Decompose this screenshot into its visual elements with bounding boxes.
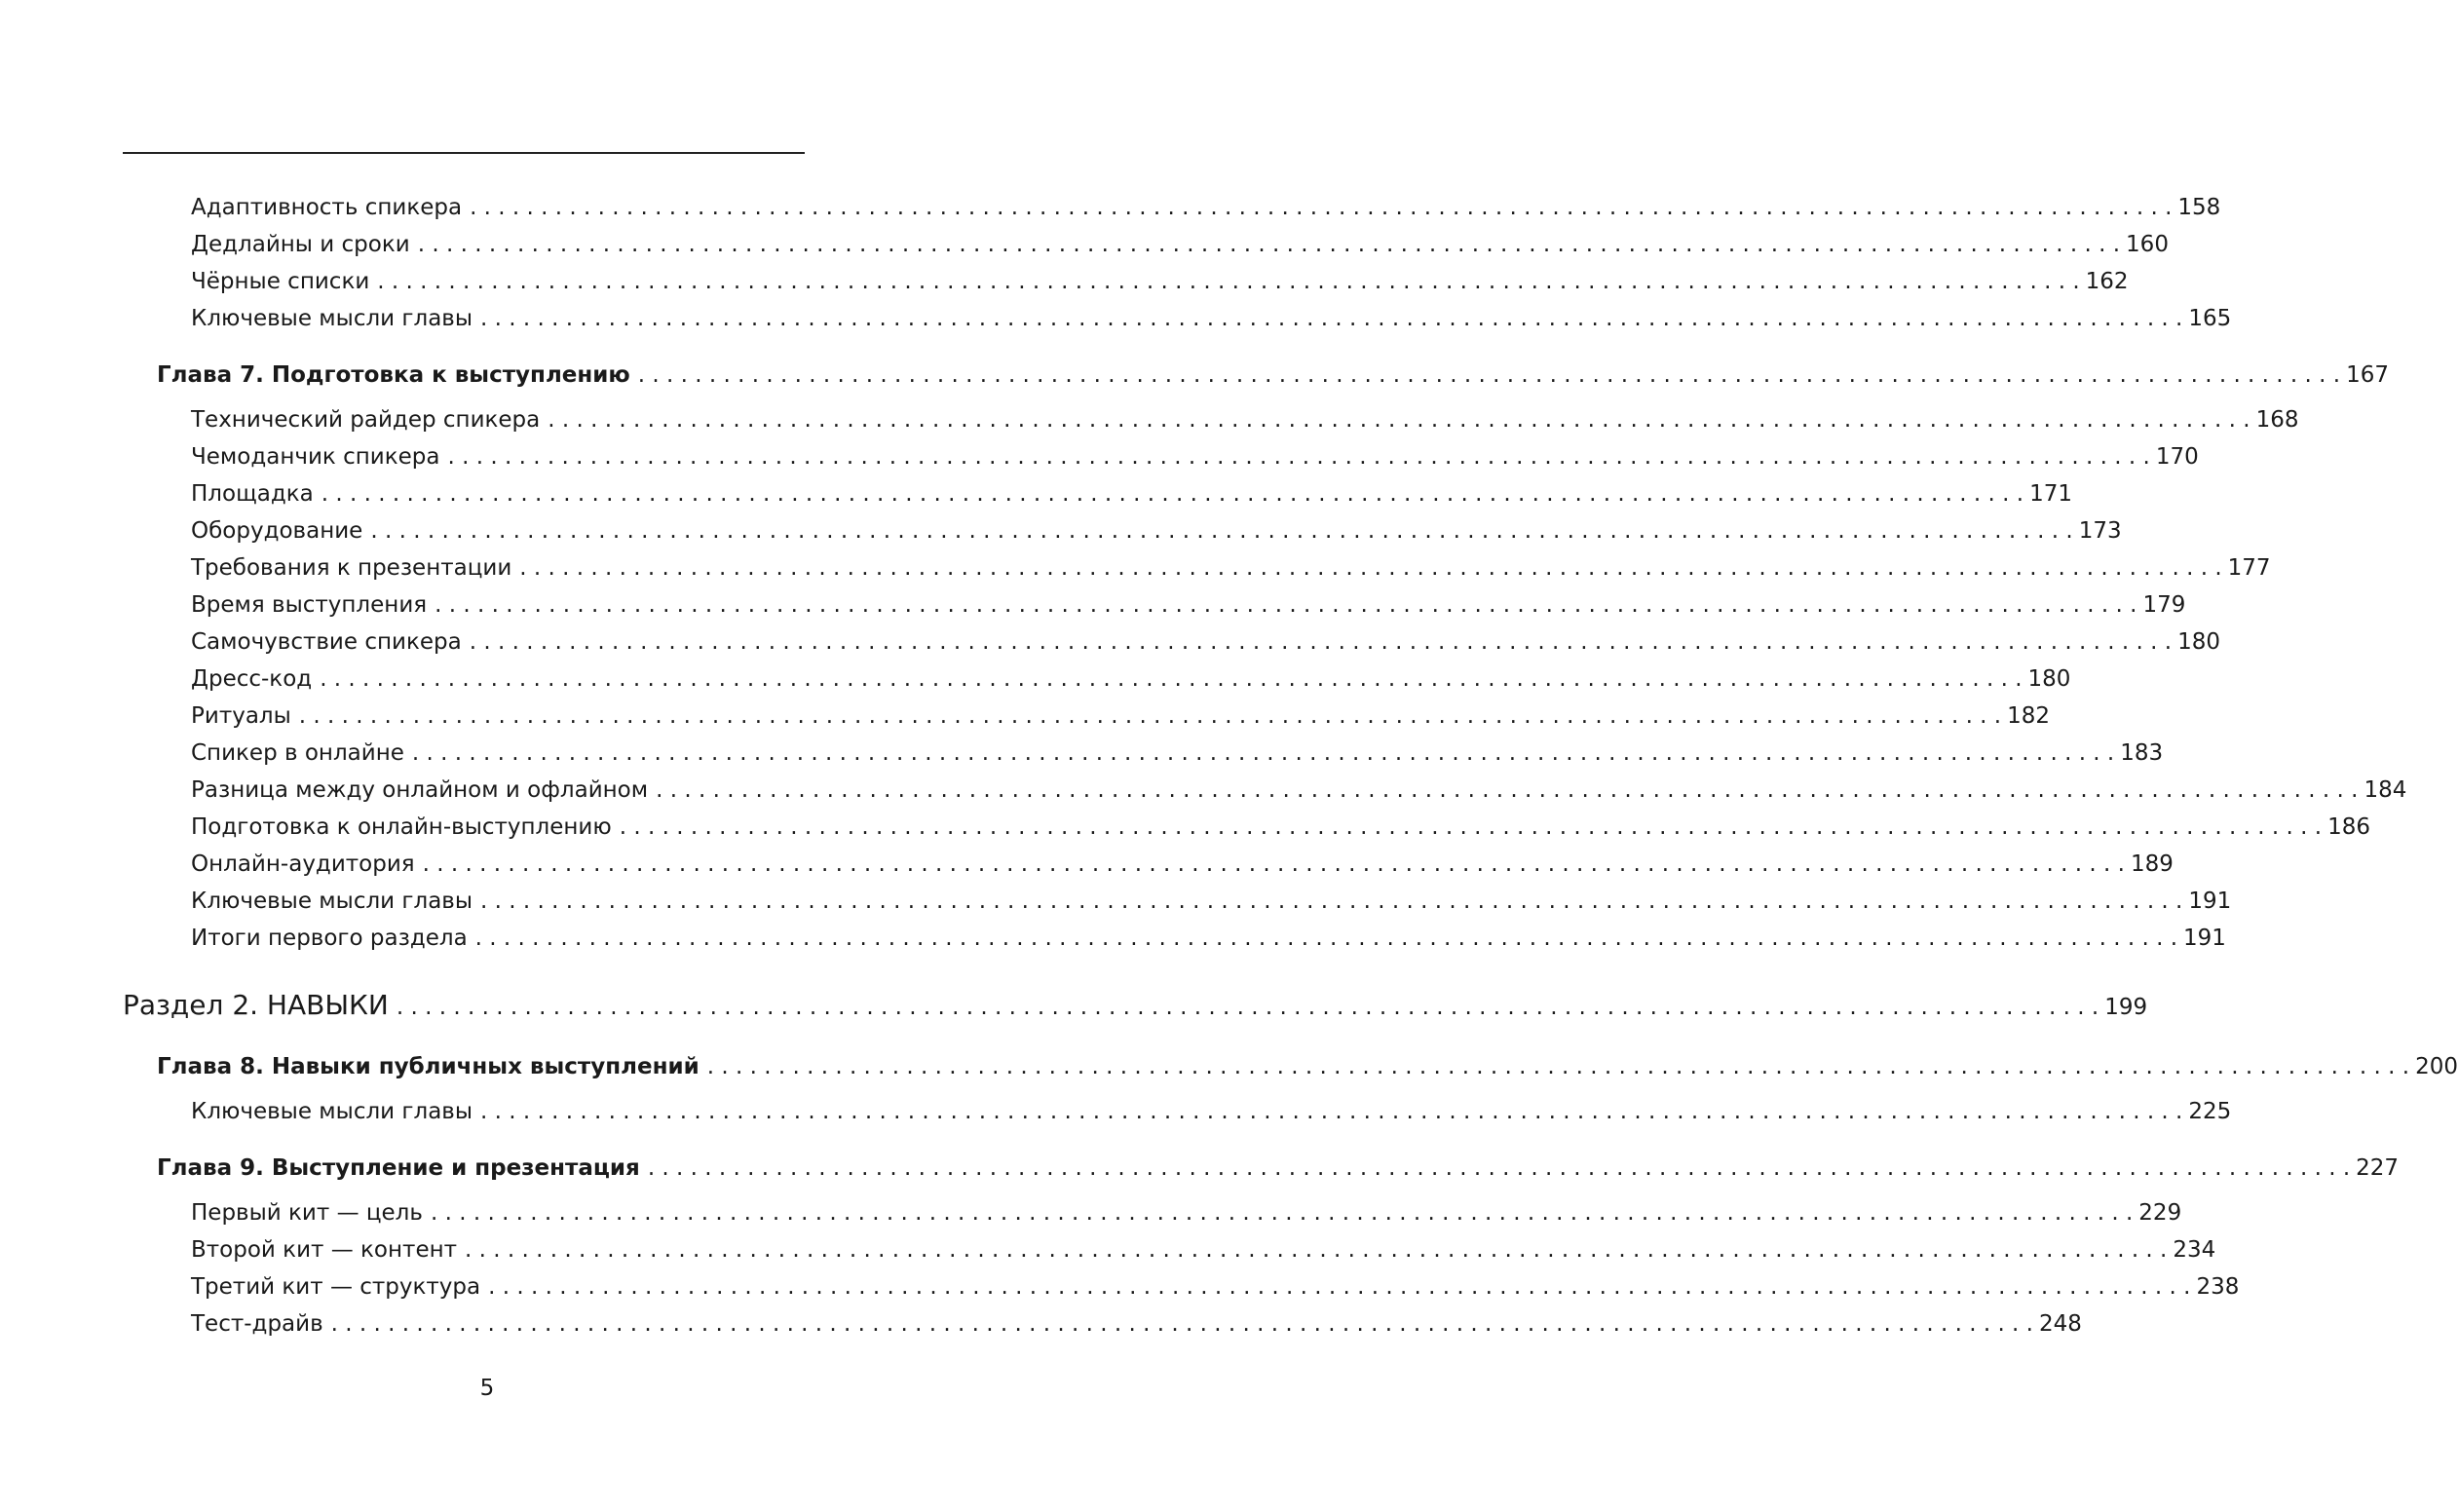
toc-entry-page: 186 xyxy=(2327,814,2370,840)
toc-leader-dots: . . . . . . . . . . . . . . . . . . . . . . . . . . . . . . . . . . . . . . . . . . . . . . . . . . . . . . . . . . . . . . . . . . . . . . . . . . . . . . . . . . . . . . . . . . . . . . . . . . . . . . . . . . . . . . . . . . . . . . . . xyxy=(474,926,2178,951)
toc-entry-title: Третий кит — структура xyxy=(191,1274,481,1300)
toc-entry-sub xyxy=(191,1198,2182,1228)
toc-entry-sub xyxy=(191,887,2232,916)
toc-entry-page: 177 xyxy=(2227,555,2271,581)
toc-leader-dots: . . . . . . . . . . . . . . . . . . . . . . . . . . . . . . . . . . . . . . . . . . . . . . . . . . . . . . . . . . . . . . . . . . . . . . . . . . . . . . . . . . . . . . . . . . . . . . . . . . . . . . . . . . . . . . . . . . . . . . . . xyxy=(447,444,2150,470)
toc-entry-page: 167 xyxy=(2346,362,2390,388)
toc-entry-title: Требования к презентации xyxy=(191,555,512,581)
toc-entry-sub xyxy=(191,664,2071,694)
toc-entry-title: Площадка xyxy=(191,481,314,507)
toc-entry-title: Первый кит — цель xyxy=(191,1200,423,1226)
toc-entry-page: 180 xyxy=(2027,666,2071,692)
toc-leader-dots: . . . . . . . . . . . . . . . . . . . . . . . . . . . . . . . . . . . . . . . . . . . . . . . . . . . . . . . . . . . . . . . . . . . . . . . . . . . . . . . . . . . . . . . . . . . . . . . . . . . . . . . . . . . . . . . . . . . . . . . . xyxy=(396,995,2099,1020)
toc-entry-title: Ритуалы xyxy=(191,703,291,729)
toc-leader-dots: . . . . . . . . . . . . . . . . . . . . . . . . . . . . . . . . . . . . . . . . . . . . . . . . . . . . . . . . . . . . . . . . . . . . . . . . . . . . . . . . . . . . . . . . . . . . . . . . . . . . . . . . . . . . . . . . . . . . . . . . xyxy=(430,1200,2134,1226)
toc-entry-sub xyxy=(191,230,2169,259)
toc-leader-dots: . . . . . . . . . . . . . . . . . . . . . . . . . . . . . . . . . . . . . . . . . . . . . . . . . . . . . . . . . . . . . . . . . . . . . . . . . . . . . . . . . . . . . . . . . . . . . . . . . . . . . . . . . . . . . . . . . . . . . . . . xyxy=(330,1311,2033,1337)
toc-entry-page: 180 xyxy=(2177,629,2220,655)
toc-entry-title: Онлайн-аудитория xyxy=(191,851,415,877)
toc-entry-page: 238 xyxy=(2196,1274,2240,1300)
toc-leader-dots: . . . . . . . . . . . . . . . . . . . . . . . . . . . . . . . . . . . . . . . . . . . . . . . . . . . . . . . . . . . . . . . . . . . . . . . . . . . . . . . . . . . . . . . . . . . . . . . . . . . . . . . . . . . . . . . . . . . . . . . . xyxy=(417,232,2121,257)
toc-entry-sub xyxy=(191,553,2271,583)
toc-leader-dots: . . . . . . . . . . . . . . . . . . . . . . . . . . . . . . . . . . . . . . . . . . . . . . . . . . . . . . . . . . . . . . . . . . . . . . . . . . . . . . . . . . . . . . . . . . . . . . . . . . . . . . . . . . . . . . . . . . . . . . . . xyxy=(470,195,2173,220)
toc-leader-dots: . . . . . . . . . . . . . . . . . . . . . . . . . . . . . . . . . . . . . . . . . . . . . . . . . . . . . . . . . . . . . . . . . . . . . . . . . . . . . . . . . . . . . . . . . . . . . . . . . . . . . . . . . . . . . . . . . . . . . . . . xyxy=(619,814,2323,840)
toc-entry-sub xyxy=(191,738,2164,768)
toc-entry-page: 179 xyxy=(2142,592,2186,618)
toc-entry-title: Итоги первого раздела xyxy=(191,926,468,951)
toc-entry-page: 229 xyxy=(2138,1200,2182,1226)
toc-entry-title: Оборудование xyxy=(191,518,363,544)
toc-entry-page: 168 xyxy=(2255,407,2299,433)
toc-entry-page: 225 xyxy=(2188,1099,2232,1124)
toc-entry-title: Глава 9. Выступление и презентация xyxy=(157,1155,640,1181)
toc-leader-dots: . . . . . . . . . . . . . . . . . . . . . . . . . . . . . . . . . . . . . . . . . . . . . . . . . . . . . . . . . . . . . . . . . . . . . . . . . . . . . . . . . . . . . . . . . . . . . . . . . . . . . . . . . . . . . . . . . . . . . . . . xyxy=(647,1155,2351,1181)
toc-entry-title: Ключевые мысли главы xyxy=(191,306,473,331)
toc-entry-title: Второй кит — контент xyxy=(191,1237,458,1263)
toc-entry-title: Дедлайны и сроки xyxy=(191,232,410,257)
toc-entry-title: Самочувствие спикера xyxy=(191,629,462,655)
toc-leader-dots: . . . . . . . . . . . . . . . . . . . . . . . . . . . . . . . . . . . . . . . . . . . . . . . . . . . . . . . . . . . . . . . . . . . . . . . . . . . . . . . . . . . . . . . . . . . . . . . . . . . . . . . . . . . . . . . . . . . . . . . . xyxy=(469,629,2173,655)
toc-entry-page: 170 xyxy=(2155,444,2199,470)
toc-entry-page: 191 xyxy=(2188,888,2232,914)
toc-entry-page: 165 xyxy=(2188,306,2232,331)
toc-entry-sub xyxy=(191,1235,2216,1265)
toc-entry-title: Адаптивность спикера xyxy=(191,195,463,220)
toc-entry-page: 234 xyxy=(2173,1237,2216,1263)
toc-entry-page: 227 xyxy=(2356,1155,2400,1181)
toc-leader-dots: . . . . . . . . . . . . . . . . . . . . . . . . . . . . . . . . . . . . . . . . . . . . . . . . . . . . . . . . . . . . . . . . . . . . . . . . . . . . . . . . . . . . . . . . . . . . . . . . . . . . . . . . . . . . . . . . . . . . . . . . xyxy=(320,666,2023,692)
toc-leader-dots: . . . . . . . . . . . . . . . . . . . . . . . . . . . . . . . . . . . . . . . . . . . . . . . . . . . . . . . . . . . . . . . . . . . . . . . . . . . . . . . . . . . . . . . . . . . . . . . . . . . . . . . . . . . . . . . . . . . . . . . . xyxy=(370,518,2073,544)
toc-entry-chapter xyxy=(157,1052,2458,1081)
toc-entry-title: Время выступления xyxy=(191,592,428,618)
toc-leader-dots: . . . . . . . . . . . . . . . . . . . . . . . . . . . . . . . . . . . . . . . . . . . . . . . . . . . . . . . . . . . . . . . . . . . . . . . . . . . . . . . . . . . . . . . . . . . . . . . . . . . . . . . . . . . . . . . . . . . . . . . . xyxy=(706,1054,2410,1079)
toc-entry-page: 191 xyxy=(2183,926,2226,951)
toc-leader-dots: . . . . . . . . . . . . . . . . . . . . . . . . . . . . . . . . . . . . . . . . . . . . . . . . . . . . . . . . . . . . . . . . . . . . . . . . . . . . . . . . . . . . . . . . . . . . . . . . . . . . . . . . . . . . . . . . . . . . . . . . xyxy=(480,1099,2183,1124)
toc-leader-dots: . . . . . . . . . . . . . . . . . . . . . . . . . . . . . . . . . . . . . . . . . . . . . . . . . . . . . . . . . . . . . . . . . . . . . . . . . . . . . . . . . . . . . . . . . . . . . . . . . . . . . . . . . . . . . . . . . . . . . . . . xyxy=(656,777,2359,803)
toc-entry-sub xyxy=(191,1309,2082,1339)
toc-entry-page: 162 xyxy=(2085,269,2129,294)
toc-entry-page: 158 xyxy=(2177,195,2221,220)
toc-entry-chapter xyxy=(157,360,2390,390)
toc-leader-dots: . . . . . . . . . . . . . . . . . . . . . . . . . . . . . . . . . . . . . . . . . . . . . . . . . . . . . . . . . . . . . . . . . . . . . . . . . . . . . . . . . . . . . . . . . . . . . . . . . . . . . . . . . . . . . . . . . . . . . . . . xyxy=(480,306,2183,331)
toc-leader-dots: . . . . . . . . . . . . . . . . . . . . . . . . . . . . . . . . . . . . . . . . . . . . . . . . . . . . . . . . . . . . . . . . . . . . . . . . . . . . . . . . . . . . . . . . . . . . . . . . . . . . . . . . . . . . . . . . . . . . . . . . xyxy=(488,1274,2191,1300)
toc-entry-title: Чемоданчик спикера xyxy=(191,444,440,470)
toc-entry-title: Глава 7. Подготовка к выступлению xyxy=(157,362,630,388)
toc-leader-dots: . . . . . . . . . . . . . . . . . . . . . . . . . . . . . . . . . . . . . . . . . . . . . . . . . . . . . . . . . . . . . . . . . . . . . . . . . . . . . . . . . . . . . . . . . . . . . . . . . . . . . . . . . . . . . . . . . . . . . . . . xyxy=(480,888,2183,914)
toc-entry-sub xyxy=(191,701,2051,731)
toc-entry-title: Ключевые мысли главы xyxy=(191,1099,473,1124)
toc-leader-dots: . . . . . . . . . . . . . . . . . . . . . . . . . . . . . . . . . . . . . . . . . . . . . . . . . . . . . . . . . . . . . . . . . . . . . . . . . . . . . . . . . . . . . . . . . . . . . . . . . . . . . . . . . . . . . . . . . . . . . . . . xyxy=(519,555,2222,581)
toc-leader-dots: . . . . . . . . . . . . . . . . . . . . . . . . . . . . . . . . . . . . . . . . . . . . . . . . . . . . . . . . . . . . . . . . . . . . . . . . . . . . . . . . . . . . . . . . . . . . . . . . . . . . . . . . . . . . . . . . . . . . . . . . xyxy=(435,592,2137,618)
toc-entry-page: 248 xyxy=(2039,1311,2082,1337)
toc-leader-dots: . . . . . . . . . . . . . . . . . . . . . . . . . . . . . . . . . . . . . . . . . . . . . . . . . . . . . . . . . . . . . . . . . . . . . . . . . . . . . . . . . . . . . . . . . . . . . . . . . . . . . . . . . . . . . . . . . . . . . . . . xyxy=(377,269,2080,294)
toc-entry-sub xyxy=(191,1272,2240,1302)
toc-entry-page: 184 xyxy=(2363,777,2407,803)
toc-entry-title: Глава 8. Навыки публичных выступлений xyxy=(157,1054,700,1079)
toc-entry-sub xyxy=(191,479,2072,509)
toc-leader-dots: . . . . . . . . . . . . . . . . . . . . . . . . . . . . . . . . . . . . . . . . . . . . . . . . . . . . . . . . . . . . . . . . . . . . . . . . . . . . . . . . . . . . . . . . . . . . . . . . . . . . . . . . . . . . . . . . . . . . . . . . xyxy=(321,481,2024,507)
toc-entry-page: 183 xyxy=(2120,740,2164,766)
toc-entry-title: Тест-драйв xyxy=(191,1311,323,1337)
toc-entry-sub xyxy=(191,813,2370,842)
toc-entry-sub xyxy=(191,1097,2232,1126)
toc-leader-dots: . . . . . . . . . . . . . . . . . . . . . . . . . . . . . . . . . . . . . . . . . . . . . . . . . . . . . . . . . . . . . . . . . . . . . . . . . . . . . . . . . . . . . . . . . . . . . . . . . . . . . . . . . . . . . . . . . . . . . . . . xyxy=(465,1237,2168,1263)
toc-entry-page: 173 xyxy=(2078,518,2122,544)
toc-entry-title: Дресс-код xyxy=(191,666,313,692)
toc-entry-sub xyxy=(191,850,2174,879)
toc-entry-page: 200 xyxy=(2415,1054,2458,1079)
toc-entry-sub xyxy=(191,590,2186,620)
page-number: 5 xyxy=(479,1376,495,1401)
toc-leader-dots: . . . . . . . . . . . . . . . . . . . . . . . . . . . . . . . . . . . . . . . . . . . . . . . . . . . . . . . . . . . . . . . . . . . . . . . . . . . . . . . . . . . . . . . . . . . . . . . . . . . . . . . . . . . . . . . . . . . . . . . . xyxy=(637,362,2341,388)
toc-entry-sub xyxy=(191,516,2122,546)
toc-entry-sub xyxy=(191,627,2220,657)
toc-entry-page: 189 xyxy=(2130,851,2174,877)
toc-leader-dots: . . . . . . . . . . . . . . . . . . . . . . . . . . . . . . . . . . . . . . . . . . . . . . . . . . . . . . . . . . . . . . . . . . . . . . . . . . . . . . . . . . . . . . . . . . . . . . . . . . . . . . . . . . . . . . . . . . . . . . . . xyxy=(411,740,2115,766)
toc-entry-title: Ключевые мысли главы xyxy=(191,888,473,914)
toc-entry-title: Разница между онлайном и офлайном xyxy=(191,777,649,803)
toc-entry-title: Спикер в онлайне xyxy=(191,740,404,766)
toc-entry-title: Раздел 2. НАВЫКИ xyxy=(123,989,389,1021)
toc-entry-sub xyxy=(191,304,2232,333)
toc-leader-dots: . . . . . . . . . . . . . . . . . . . . . . . . . . . . . . . . . . . . . . . . . . . . . . . . . . . . . . . . . . . . . . . . . . . . . . . . . . . . . . . . . . . . . . . . . . . . . . . . . . . . . . . . . . . . . . . . . . . . . . . . xyxy=(422,851,2125,877)
toc-entry-title: Технический райдер спикера xyxy=(191,407,541,433)
toc-leader-dots: . . . . . . . . . . . . . . . . . . . . . . . . . . . . . . . . . . . . . . . . . . . . . . . . . . . . . . . . . . . . . . . . . . . . . . . . . . . . . . . . . . . . . . . . . . . . . . . . . . . . . . . . . . . . . . . . . . . . . . . . xyxy=(298,703,2002,729)
toc-entry-chapter xyxy=(157,1153,2400,1183)
toc-entry-sub xyxy=(191,442,2199,472)
toc-entry-page: 199 xyxy=(2104,995,2148,1020)
toc-entry-sub xyxy=(191,267,2129,296)
toc-entry-sub xyxy=(191,405,2299,435)
toc-entry-page: 182 xyxy=(2007,703,2051,729)
toc-entry-sub xyxy=(191,775,2407,805)
toc-entry-sub xyxy=(191,193,2221,222)
toc-leader-dots: . . . . . . . . . . . . . . . . . . . . . . . . . . . . . . . . . . . . . . . . . . . . . . . . . . . . . . . . . . . . . . . . . . . . . . . . . . . . . . . . . . . . . . . . . . . . . . . . . . . . . . . . . . . . . . . . . . . . . . . . xyxy=(548,407,2250,433)
toc-entry-title: Подготовка к онлайн-выступлению xyxy=(191,814,612,840)
toc-entry-sub xyxy=(191,924,2226,953)
toc-entry-section xyxy=(123,988,2148,1023)
toc-entry-page: 171 xyxy=(2029,481,2072,507)
toc-entry-page: 160 xyxy=(2126,232,2169,257)
toc-entry-title: Чёрные списки xyxy=(191,269,370,294)
